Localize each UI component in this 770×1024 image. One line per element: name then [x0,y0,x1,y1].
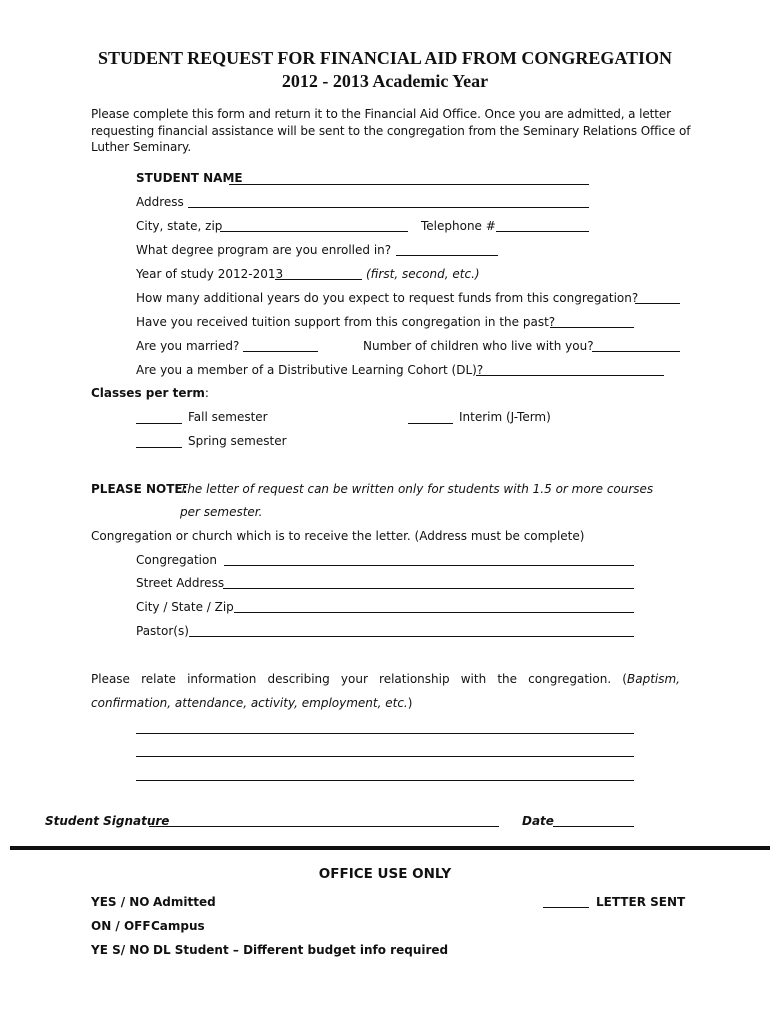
year-of-study-hint: (first, second, etc.) [366,267,480,281]
additional-years-label: How many additional years do you expect to request funds from this congregation? [136,291,639,305]
city-state-zip-label: City, state, zip [136,219,223,233]
fall-semester-field[interactable] [136,409,182,424]
congregation-intro: Congregation or church which is to receive the letter. (Address must be complete) [91,529,585,543]
city-state-zip-congregation-field[interactable] [234,598,634,613]
congregation-field[interactable] [224,551,634,566]
date-field[interactable] [553,812,634,827]
additional-years-field[interactable] [635,289,680,304]
admitted-label: Admitted [153,895,216,909]
campus-choice[interactable]: ON / OFF [91,919,151,933]
relationship-line-2[interactable] [136,742,634,757]
street-address-label: Street Address [136,576,225,590]
street-address-field[interactable] [223,574,634,589]
date-label: Date [522,814,554,828]
relationship-text-line1: Please relate information describing your relationship with the congregation. (Baptism, [91,672,680,686]
letter-sent-label: LETTER SENT [596,895,686,909]
relationship-text-line2: confirmation, attendance, activity, employment, etc.) [91,696,413,710]
telephone-label: Telephone # [421,219,496,233]
year-of-study-field[interactable] [275,265,362,280]
please-note-text-line1: The letter of request can be written only for students with 1.5 or more courses [180,482,654,496]
please-note-text-line2: per semester. [180,505,263,519]
dl-member-field[interactable] [476,361,664,376]
spring-semester-label: Spring semester [188,434,287,448]
address-field[interactable] [188,193,589,208]
year-of-study-label: Year of study 2012-2013 [136,267,284,281]
children-field[interactable] [592,337,680,352]
campus-label: Campus [151,919,205,933]
interim-label: Interim (J-Term) [459,410,551,424]
degree-program-field[interactable] [396,241,498,256]
student-name-label: STUDENT NAME [136,171,243,185]
tuition-support-field[interactable] [550,313,634,328]
city-state-zip-congregation-label: City / State / Zip [136,600,234,614]
degree-program-label: What degree program are you enrolled in? [136,243,392,257]
dl-student-label: DL Student – Different budget info required [153,943,449,957]
admitted-choice[interactable]: YES / NO [91,895,150,909]
spring-semester-field[interactable] [136,433,182,448]
student-name-field[interactable] [229,170,589,185]
student-signature-label: Student Signature [45,814,170,828]
address-label: Address [136,195,184,209]
fall-semester-label: Fall semester [188,410,268,424]
office-divider [10,846,770,850]
intro-paragraph: Please complete this form and return it to the Financial Aid Office. Once you are admitted, a letter requesting financial assistance will be sent to the congregation from the Seminary Relations Office of Luther Seminary. [91,107,691,154]
classes-per-term-heading: Classes per term: [91,386,209,400]
student-signature-field[interactable] [149,812,499,827]
city-state-zip-field[interactable] [220,217,408,232]
dl-student-choice[interactable]: YE S/ NO [91,943,150,957]
dl-member-label: Are you a member of a Distributive Learning Cohort (DL)? [136,363,484,377]
relationship-line-1[interactable] [136,719,634,734]
telephone-field[interactable] [496,217,589,232]
tuition-support-label: Have you received tuition support from this congregation in the past? [136,315,556,329]
pastor-label: Pastor(s) [136,624,189,638]
office-use-title: OFFICE USE ONLY [318,866,452,882]
married-label: Are you married? [136,339,240,353]
academic-year-subtitle: 2012 - 2013 Academic Year [281,71,489,91]
congregation-label: Congregation [136,553,217,567]
married-field[interactable] [243,337,318,352]
letter-sent-field[interactable] [543,893,589,908]
please-note-label: PLEASE NOTE: [91,482,188,496]
form-title: STUDENT REQUEST FOR FINANCIAL AID FROM CONGREGATION [97,48,673,68]
interim-field[interactable] [408,409,453,424]
children-label: Number of children who live with you? [363,339,594,353]
pastor-field[interactable] [189,622,634,637]
relationship-line-3[interactable] [136,766,634,781]
